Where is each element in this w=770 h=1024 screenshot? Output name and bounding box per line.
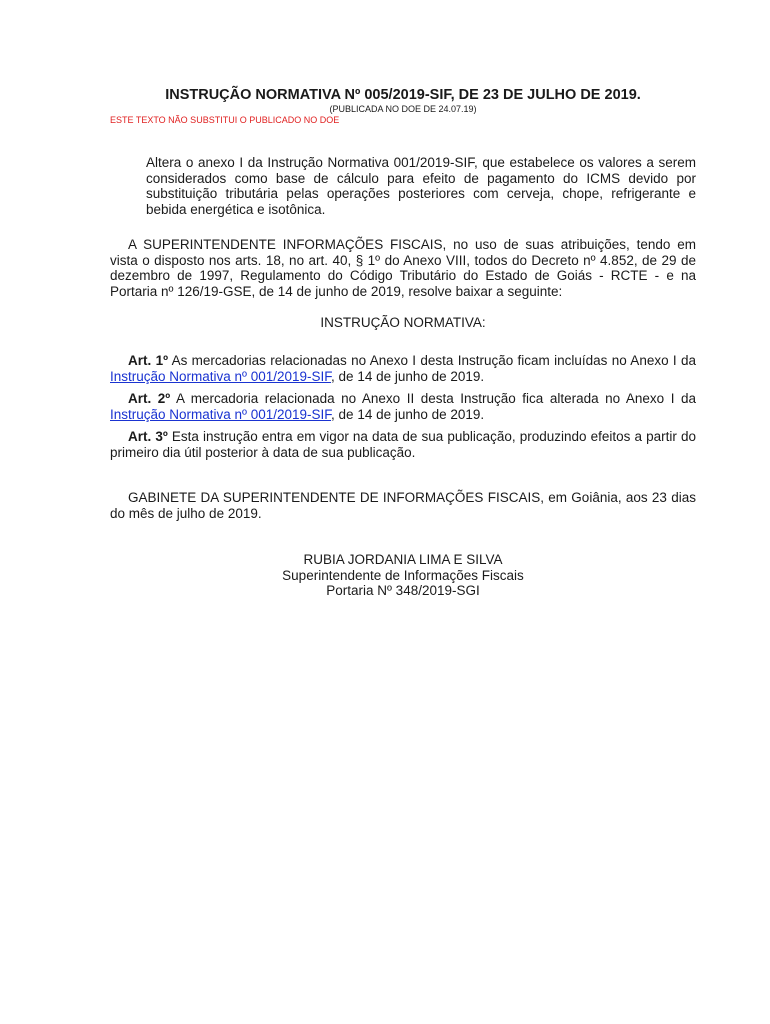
publication-note: (PUBLICADA NO DOE DE 24.07.19) (329, 104, 477, 114)
article-3 (110, 429, 696, 460)
document-body (110, 86, 696, 599)
article-number: Art. 2º (128, 391, 171, 406)
signatory-role: Superintendente de Informações Fiscais (282, 567, 524, 583)
article-2 (110, 391, 696, 422)
section-heading: INSTRUÇÃO NORMATIVA: (320, 315, 486, 330)
article-number: Art. 1º (128, 353, 169, 368)
article-text-end: , de 14 de junho de 2019. (331, 406, 485, 422)
signature-block (110, 552, 696, 599)
signatory-ordinance: Portaria Nº 348/2019-SGI (326, 583, 480, 598)
disclaimer-note: ESTE TEXTO NÃO SUBSTITUI O PUBLICADO NO DOE (110, 115, 340, 125)
article-1 (110, 353, 696, 384)
article-number: Art. 3º (128, 429, 168, 444)
article-text: As mercadorias relacionadas no Anexo I desta Instrução ficam incluídas no Anexo I da (168, 353, 696, 368)
document-title: INSTRUÇÃO NORMATIVA Nº 005/2019-SIF, DE 23 DE JULHO DE 2019. (165, 87, 641, 103)
instrucao-normativa-link[interactable]: Instrução Normativa nº 001/2019-SIF (110, 406, 332, 422)
preamble-paragraph: A SUPERINTENDENTE INFORMAÇÕES FISCAIS, no uso de suas atribuições, tendo em vista o disposto nos arts. 18, no art. 40, § 1º do Anexo VIII, todos do Decreto nº 4.852, de 29 de dezembro de 1997, Regulamento do Código Tributário do Estado de Goiás - RCTE - e na Portaria nº 126/19-GSE, de 14 de junho de 2019, resolve baixar a seguinte: (110, 237, 696, 299)
article-text-end: , de 14 de junho de 2019. (331, 368, 485, 384)
closing-paragraph: GABINETE DA SUPERINTENDENTE DE INFORMAÇÕES FISCAIS, em Goiânia, aos 23 dias do mês de julho de 2019. (110, 490, 696, 521)
signatory-name: RUBIA JORDANIA LIMA E SILVA (303, 552, 503, 567)
article-text: A mercadoria relacionada no Anexo II desta Instrução fica alterada no Anexo I da (170, 391, 696, 406)
instrucao-normativa-link[interactable]: Instrução Normativa nº 001/2019-SIF (110, 368, 332, 384)
article-text: Esta instrução entra em vigor na data de sua publicação, produzindo efeitos a partir do primeiro dia útil posterior à data de sua publicação. (110, 429, 696, 460)
ementa-paragraph: Altera o anexo I da Instrução Normativa 001/2019-SIF, que estabelece os valores a serem considerados como base de cálculo para efeito de pagamento do ICMS devido por substituição tributária pelas operações posteriores com cerveja, chope, refrigerante e bebida energética e isotônica. (146, 155, 696, 217)
